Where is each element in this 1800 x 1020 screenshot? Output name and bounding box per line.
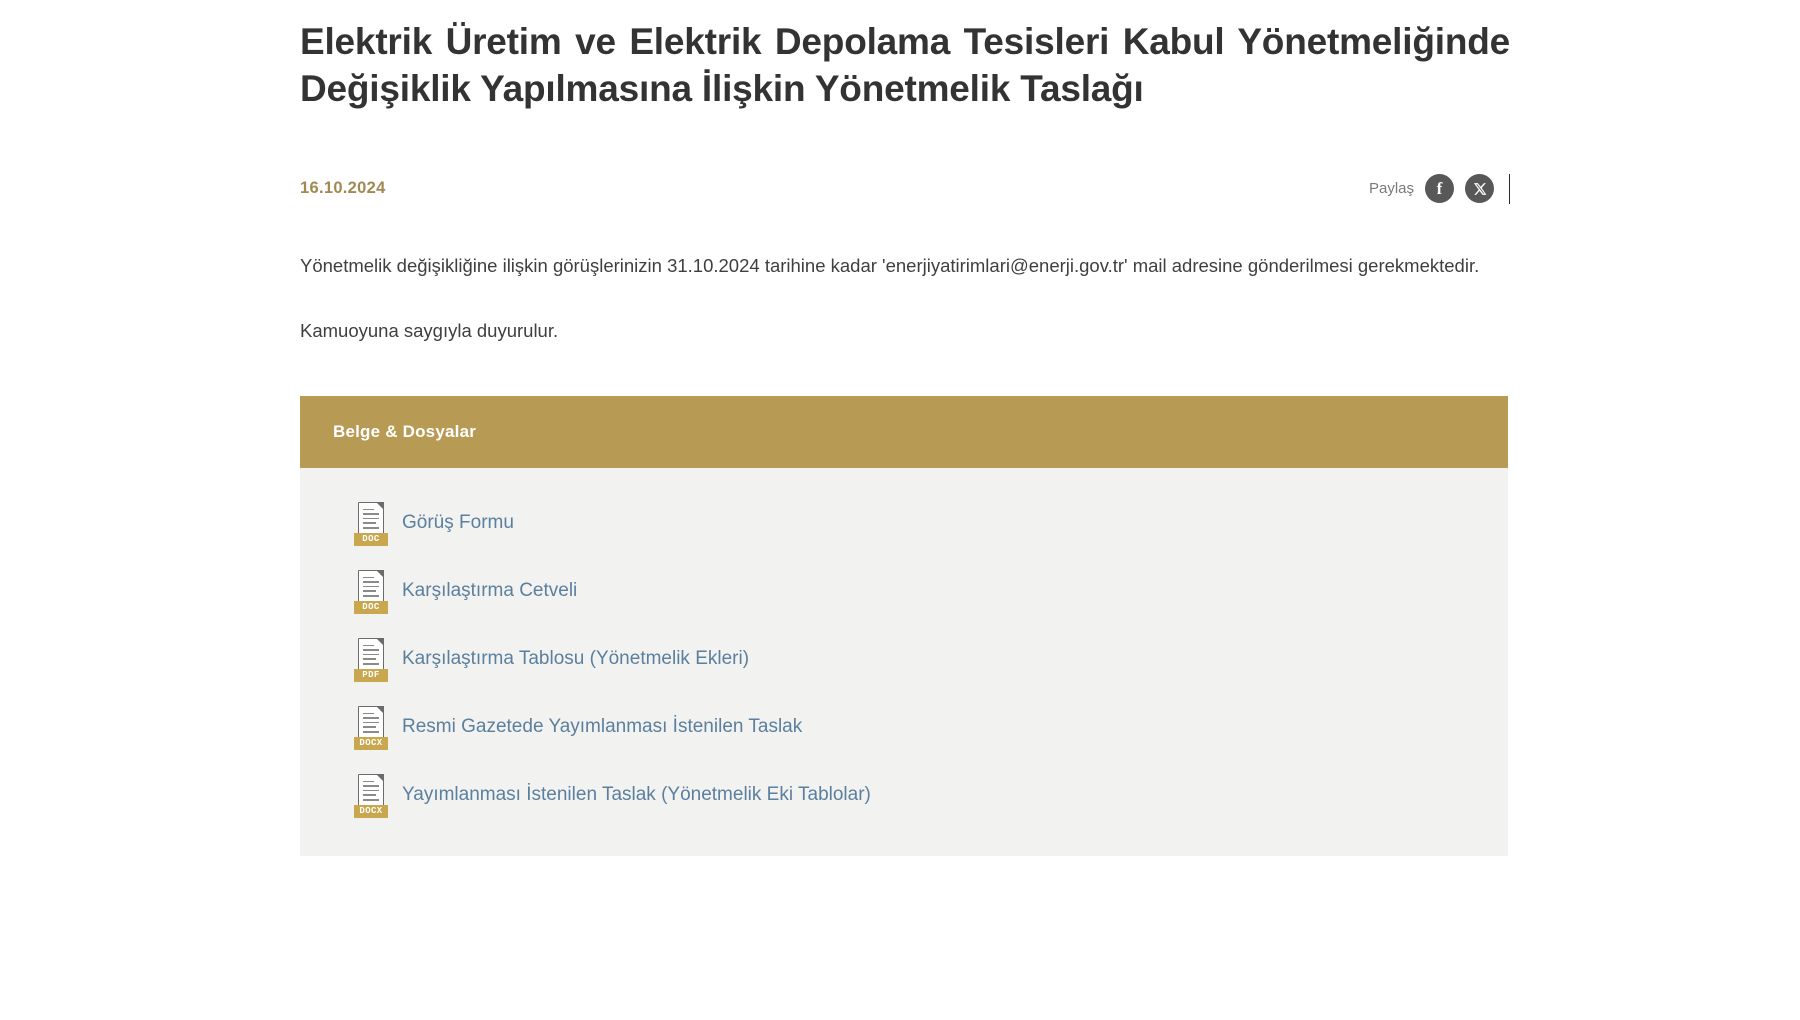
document-link-label: Karşılaştırma Tablosu (Yönetmelik Ekleri) [402, 648, 750, 670]
documents-panel [300, 396, 1508, 856]
file-type-badge: DOC [354, 601, 388, 614]
page-title: Elektrik Üretim ve Elektrik Depolama Tesisleri Kabul Yönetmeliğinde Değişiklik Yapılmasına İlişkin Yönetmelik Taslağı [300, 21, 1510, 110]
docx-file-icon [354, 774, 388, 818]
share-group [1369, 174, 1510, 204]
list-item[interactable] [300, 490, 1508, 558]
list-item[interactable] [300, 626, 1508, 694]
share-label: Paylaş [1368, 180, 1414, 198]
doc-file-icon [354, 570, 388, 614]
document-link-label: Resmi Gazetede Yayımlanması İstenilen Taslak [402, 716, 803, 738]
file-type-badge: DOC [354, 533, 388, 546]
list-item[interactable] [300, 694, 1508, 762]
list-item[interactable] [300, 558, 1508, 626]
facebook-icon[interactable]: f [1425, 174, 1454, 203]
text-cursor [1509, 174, 1510, 204]
docx-file-icon [354, 706, 388, 750]
document-link-label: Yayımlanması İstenilen Taslak (Yönetmelik Eki Tablolar) [402, 784, 871, 806]
documents-panel-header: Belge & Dosyalar [300, 396, 1508, 468]
file-type-badge: PDF [354, 669, 388, 682]
pdf-file-icon [354, 638, 388, 682]
doc-file-icon [354, 502, 388, 546]
article-container [300, 0, 1510, 856]
article-paragraph-2: Kamuoyuna saygıyla duyurulur. [300, 319, 559, 341]
list-item[interactable] [300, 762, 1508, 830]
article-meta-row [300, 171, 1510, 207]
file-type-badge: DOCX [354, 805, 388, 818]
document-link-label: Karşılaştırma Cetveli [402, 580, 578, 602]
document-link-label: Görüş Formu [402, 512, 514, 534]
x-twitter-icon[interactable] [1465, 174, 1494, 203]
file-type-badge: DOCX [354, 737, 388, 750]
article-paragraph-1: Yönetmelik değişikliğine ilişkin görüşlerinizin 31.10.2024 tarihine kadar 'enerjiyatirimlari@enerji.gov.tr' mail adresine gönderilmesi gerekmektedir. [300, 254, 1480, 276]
publish-date: 16.10.2024 [300, 179, 386, 198]
documents-list [300, 468, 1508, 830]
